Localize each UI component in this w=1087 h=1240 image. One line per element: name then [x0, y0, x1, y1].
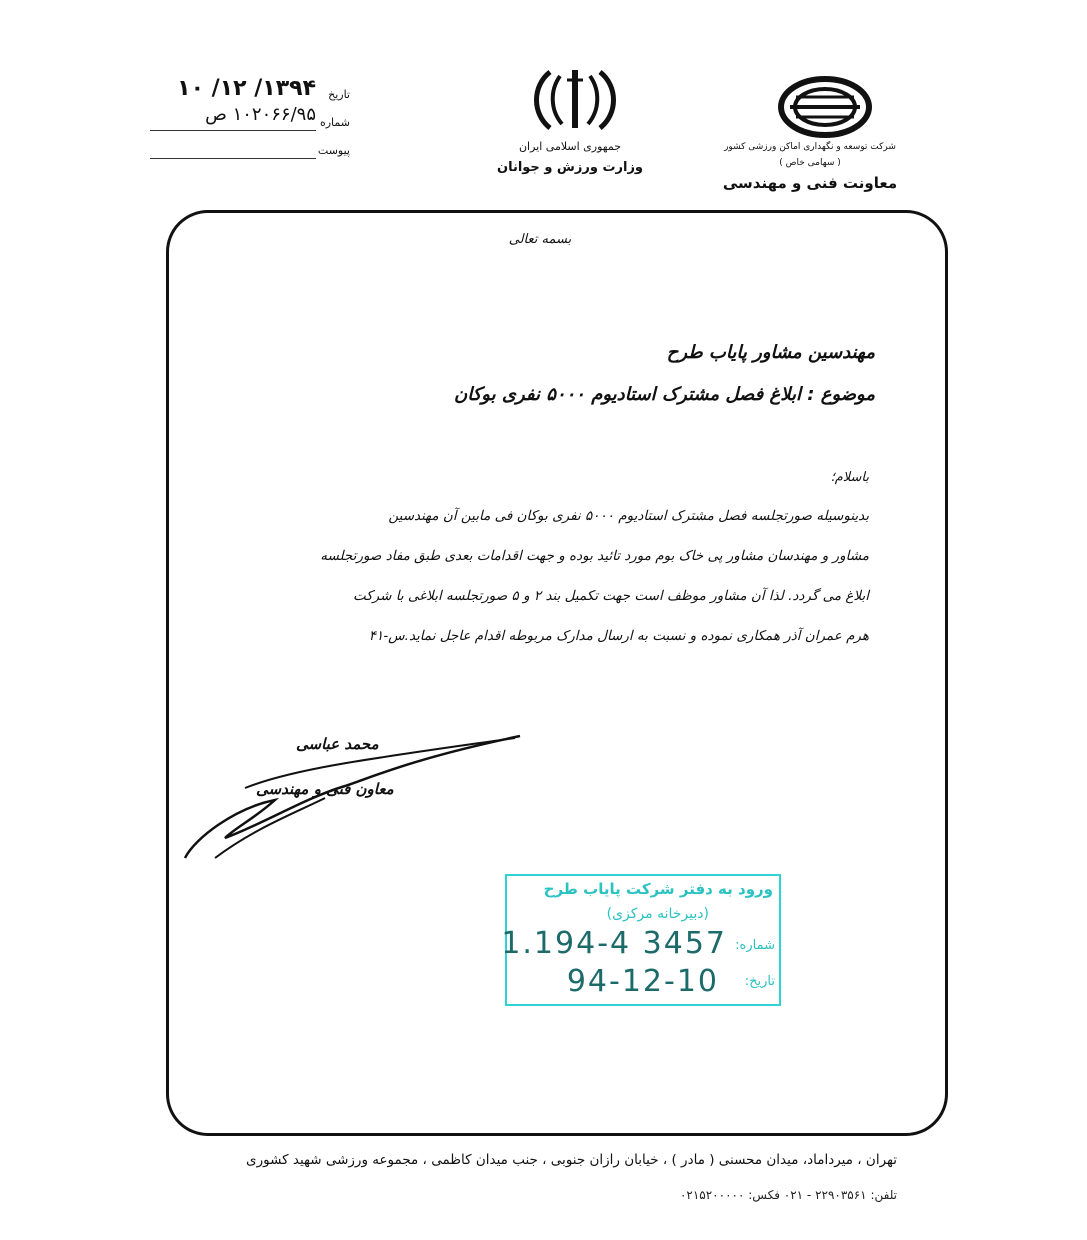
stamp-date-label: تاریخ:	[744, 974, 775, 989]
recipient: مهندسین مشاور پایاب طرح	[666, 342, 875, 363]
date-value: ۱۳۹۴/ ۱۲/ ۱۰	[177, 76, 316, 101]
stamp-number-value: 1.194-4 3457	[501, 926, 727, 961]
company-logo-icon	[770, 72, 880, 142]
date-label: تاریخ	[328, 88, 350, 101]
company-type: ( سهامی خاص )	[779, 158, 841, 168]
attachment-row	[150, 134, 350, 162]
ministry-name: وزارت ورزش و جوانان	[496, 160, 644, 175]
number-value: ۱۰۲۰۶۶/۹۵ ص	[205, 104, 316, 125]
number-label: شماره	[319, 116, 350, 129]
footer-phone: تلفن: ۲۲۹۰۳۵۶۱ - ۰۲۱ فکس: ۰۲۱۵۲۰۰۰۰۰	[679, 1188, 897, 1202]
receipt-stamp	[501, 874, 781, 1006]
signer-name: محمد عباسی	[296, 735, 379, 753]
signer-title: معاون فنی و مهندسی	[256, 780, 394, 798]
greeting: باسلام؛	[830, 470, 869, 485]
attachment-underline	[150, 158, 316, 159]
republic-name: جمهوری اسلامی ایران	[518, 140, 622, 153]
invocation: بسمه تعالی	[508, 232, 572, 247]
attachment-label: پیوست	[317, 144, 350, 157]
body-line: ابلاغ می گردد. لذا آن مشاور موظف است جهت تکمیل بند ۲ و ۵ صورتجلسه ابلاغی با شرکت	[352, 588, 869, 604]
subject: موضوع : ابلاغ فصل مشترک استادیوم ۵۰۰۰ نفری بوکان	[454, 384, 875, 405]
stamp-number-label: شماره:	[735, 938, 775, 953]
body-line: هرم عمران آذر همکاری نموده و نسبت به ارسال مدارک مربوطه اقدام عاجل نماید.س-۴۱	[368, 628, 869, 644]
number-row	[150, 106, 350, 134]
department-name: معاونت فنی و مهندسی	[722, 174, 898, 192]
body-line: بدینوسیله صورتجلسه فصل مشترک استادیوم ۵۰۰۰ نفری بوکان فی مابین آن مهندسین	[388, 508, 869, 524]
footer-address: تهران ، میرداماد، میدان محسنی ( مادر ) ، خیابان رازان جنوبی ، جنب میدان کاظمی ، مجموعه ورزشی شهید کشوری	[246, 1152, 897, 1168]
company-name: شرکت توسعه و نگهداری اماکن ورزشی کشور	[724, 142, 896, 152]
number-underline	[150, 130, 316, 131]
stamp-subtitle: (دبیرخانه مرکزی)	[606, 906, 709, 922]
stamp-date-value: 94-12-10	[566, 964, 719, 999]
body-line: مشاور و مهندسان مشاور پی خاک بوم مورد تائید بوده و جهت اقدامات بعدی طبق مفاد صورتجلسه	[320, 548, 869, 564]
letter-meta	[150, 78, 350, 162]
date-row	[150, 78, 350, 106]
iran-emblem-icon	[520, 62, 630, 142]
stamp-title: ورود به دفتر شرکت پایاب طرح	[543, 880, 773, 898]
